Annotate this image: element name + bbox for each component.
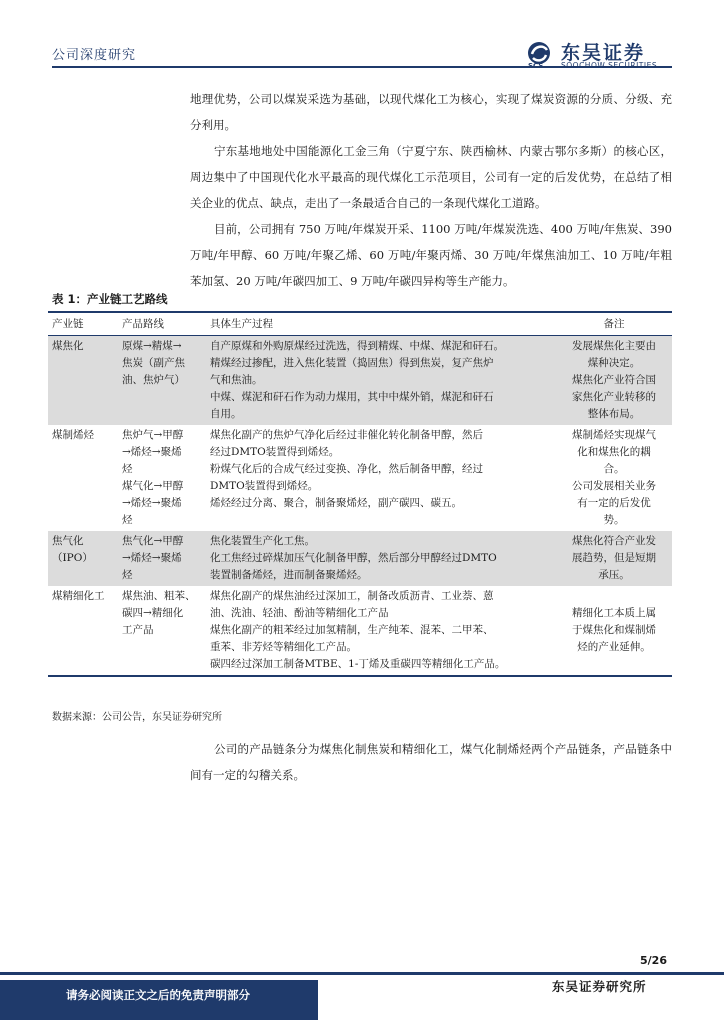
cell-process [206,425,556,531]
cell-process-line: 粉煤气化后的合成气经过变换、净化，然后制备甲醇，经过 [210,463,483,475]
cell-process [206,336,556,426]
cell-chain [48,531,118,586]
cell-note-line: 整体布局。 [587,408,641,420]
paragraph-3: 目前，公司拥有 750 万吨/年煤炭开采、1100 万吨/年煤炭洗选、400 万吨/年焦炭、390 万吨/年甲醇、60 万吨/年聚乙烯、60 万吨/年聚丙烯、30 万吨/年煤焦油加工、10 万吨/年粗苯加氢、20 万吨/年碳四加工、9 万吨/年碳四异构等生产能力。 [190,222,672,288]
table-row [48,586,672,676]
table-header-row [48,312,672,336]
cell-route-line: 烃 [122,463,133,475]
cell-route-line: 焦气化→甲醇 [122,535,184,547]
cell-note [556,586,672,676]
table-row [48,336,672,426]
table-source: 数据来源：公司公告，东吴证券研究所 [52,712,222,723]
cell-note-line: 家焦化产业转移的 [572,391,656,403]
disclaimer-note: 请务必阅读正文之后的免责声明部分 [66,988,250,1002]
cell-chain [48,336,118,426]
cell-note [556,425,672,531]
cell-chain [48,425,118,531]
cell-route-line: 原煤→精煤→ [122,340,182,352]
section-label: 公司深度研究 [52,48,137,63]
col-header-note: 备注 [556,312,672,336]
cell-note-line: 煤种决定。 [587,357,641,369]
page-number: 5/26 [640,954,667,967]
cell-note [556,336,672,426]
cell-note-line: 展趋势，但是短期 [572,552,656,564]
cell-note-line: 合。 [603,463,625,475]
table-title: 表 1：产业链工艺路线 [52,292,168,306]
cell-note [556,531,672,586]
cell-route-line: 烃 [122,569,133,581]
cell-route [118,425,206,531]
cell-chain-line: 煤精细化工 [52,590,105,602]
col-header-chain: 产业链 [48,312,118,336]
cell-process [206,531,556,586]
cell-process-line: DMTO装置得到烯烃。 [210,480,319,492]
paragraph-closing: 公司的产品链条分为煤焦化制焦炭和精细化工，煤气化制烯烃两个产品链条，产品链条中间有一定的勾稽关系。 [190,742,672,782]
cell-note-line: 于煤焦化和煤制烯 [572,624,656,636]
cell-route-line: →烯烃→聚烯 [122,446,182,458]
cell-process-line: 煤焦化副产的粗苯经过加氢精制，生产纯苯、混苯、二甲苯、 [210,624,494,636]
cell-route-line: 碳四→精细化 [122,607,184,619]
cell-note-line: 煤焦化符合产业发 [572,535,656,547]
cell-process-line: 油、洗油、轻油、酚油等精细化工产品 [210,607,389,619]
cell-route-line: 煤气化→甲醇 [122,480,184,492]
cell-route [118,531,206,586]
cell-chain [48,586,118,676]
cell-note-line: 公司发展相关业务 [572,480,656,492]
process-route-table [48,311,672,677]
cell-note-line: 势。 [603,514,625,526]
cell-process-line: 焦化装置生产化工焦。 [210,535,315,547]
col-header-process: 具体生产过程 [206,312,556,336]
cell-chain-line: 煤焦化 [52,340,84,352]
cell-process [206,586,556,676]
cell-route-line: 焦炭（副产焦 [122,357,185,369]
cell-chain-line: 煤制烯烃 [52,429,94,441]
logo-en-text: SOOCHOW SECURITIES [561,61,658,70]
cell-note-line: 煤制烯烃实现煤气 [572,429,656,441]
cell-chain-line: （IPO） [52,552,93,564]
cell-note-line: 发展煤焦化主要由 [572,340,656,352]
paragraph-2: 宁东基地地处中国能源化工金三角（宁夏宁东、陕西榆林、内蒙古鄂尔多斯）的核心区，周边集中了中国现代化水平最高的现代煤化工示范项目，公司有一定的后发优势，在总结了相关企业的优点、缺点，走出了一条最适合自己的一条现代煤化工道路。 [190,144,672,210]
cell-note-line: 承压。 [598,569,630,581]
cell-process-line: 煤焦化副产的煤焦油经过深加工，制备改质沥青、工业萘、蒽 [210,590,494,602]
cell-route-line: →烯烃→聚烯 [122,497,182,509]
cell-process-line: 重苯、非芳烃等精细化工产品。 [210,641,357,653]
cell-process-line: 煤焦化副产的焦炉气净化后经过非催化转化制备甲醇，然后 [210,429,483,441]
cell-route [118,586,206,676]
cell-note-line: 化和煤焦化的耦 [577,446,651,458]
logo-mark-text: SCS [528,62,544,69]
footer-divider [0,972,724,975]
cell-process-line: 自用。 [210,408,242,420]
logo-mark-icon [527,41,557,69]
cell-note-line: 精细化工本质上属 [572,607,656,619]
cell-process-line: 化工焦经过碎煤加压气化制备甲醇，然后部分甲醇经过DMTO [210,552,497,564]
cell-route-line: 煤焦油、粗苯、 [122,590,196,602]
cell-chain-line: 焦气化 [52,535,84,547]
paragraph-1: 地理优势，公司以煤炭采选为基础，以现代煤化工为核心，实现了煤炭资源的分质、分级、充分利用。 [190,92,672,132]
cell-process-line: 自产原煤和外购原煤经过洗选，得到精煤、中煤、煤泥和矸石。 [210,340,504,352]
cell-process-line: 气和焦油。 [210,374,263,386]
cell-process-line: 精煤经过掺配，进入焦化装置（捣固焦）得到焦炭，复产焦炉 [210,357,494,369]
cell-route-line: 油、焦炉气） [122,374,185,386]
table-row [48,425,672,531]
cell-route-line: 焦炉气→甲醇 [122,429,184,441]
cell-route-line: 烃 [122,514,133,526]
cell-process-line: 经过DMTO装置得到烯烃。 [210,446,340,458]
cell-process-line: 中煤、煤泥和矸石作为动力煤用，其中中煤外销，煤泥和矸石 [210,391,494,403]
col-header-route: 产品路线 [118,312,206,336]
cell-route-line: →烯烃→聚烯 [122,552,182,564]
logo-cn-text: 东吴证券 [561,42,646,64]
cell-process-line: 装置制备烯烃，进而制备聚烯烃。 [210,569,368,581]
company-logo [527,40,677,72]
table-row [48,531,672,586]
cell-route [118,336,206,426]
institute-name: 东吴证券研究所 [552,979,647,994]
cell-process-line: 碳四经过深加工制备MTBE、1-丁烯及重碳四等精细化工产品。 [210,658,506,670]
cell-note-line: 烃的产业延伸。 [577,641,651,653]
cell-note-line: 有一定的后发优 [577,497,651,509]
cell-route-line: 工产品 [122,624,154,636]
cell-note-line: 煤焦化产业符合国 [572,374,656,386]
cell-process-line: 烯烃经过分离、聚合，制备聚烯烃，副产碳四、碳五。 [210,497,462,509]
